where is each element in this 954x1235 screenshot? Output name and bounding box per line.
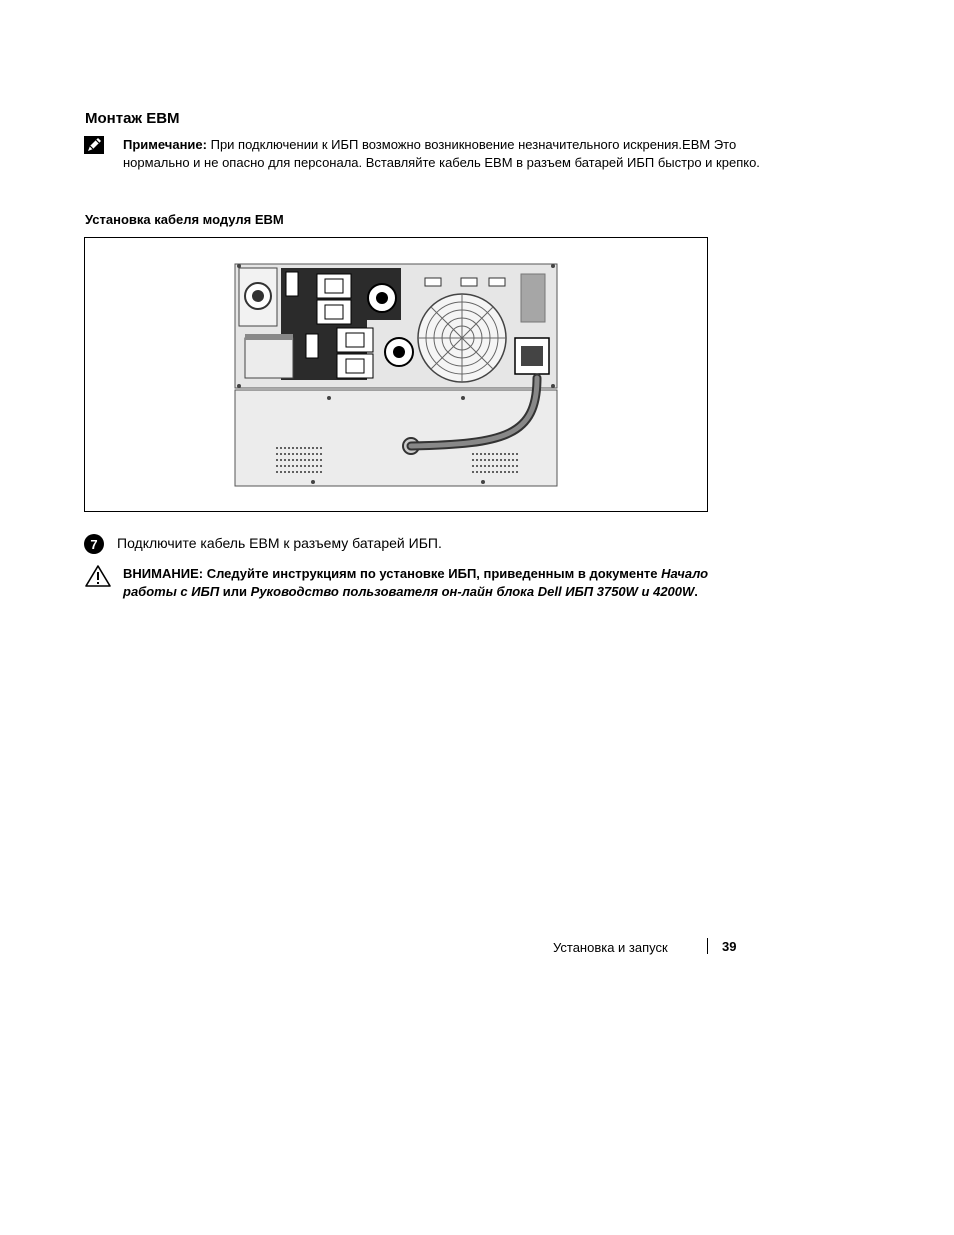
note-block (123, 136, 763, 171)
warning-doc1: Начало работы с ИБП (123, 566, 709, 599)
pencil-note-icon (84, 136, 104, 154)
step-number-badge: 7 (84, 534, 104, 554)
warning-text-part2: или (219, 583, 251, 599)
warning-doc2: Руководство пользователя он-лайн блока Dell ИБП 3750W и 4200W (250, 583, 695, 599)
note-label: Примечание: (123, 137, 207, 152)
note-text: При подключении к ИБП возможно возникновение незначительного искрения.EBM Это нормально и не опасно для персонала. Вставляйте кабель EBM в разъем батарей ИБП быстро и крепко. (123, 137, 760, 170)
warning-text-part3: . (694, 583, 698, 599)
figure-frame (84, 237, 708, 512)
warning-block (123, 565, 763, 600)
step-instruction: Подключите кабель EBM к разъему батарей ИБП. (117, 535, 442, 551)
footer-divider (707, 938, 708, 954)
warning-triangle-icon (84, 564, 112, 588)
warning-label: ВНИМАНИЕ: (123, 566, 204, 581)
footer-section-name: Установка и запуск (553, 940, 668, 955)
ups-rear-panel-illustration (85, 238, 707, 511)
section-title: Монтаж EBM (85, 110, 180, 127)
warning-text-part1: Следуйте инструкциям по установке ИБП, приведенным в документе (203, 566, 662, 581)
figure-title: Установка кабеля модуля EBM (85, 212, 284, 227)
page-number: 39 (722, 939, 737, 954)
